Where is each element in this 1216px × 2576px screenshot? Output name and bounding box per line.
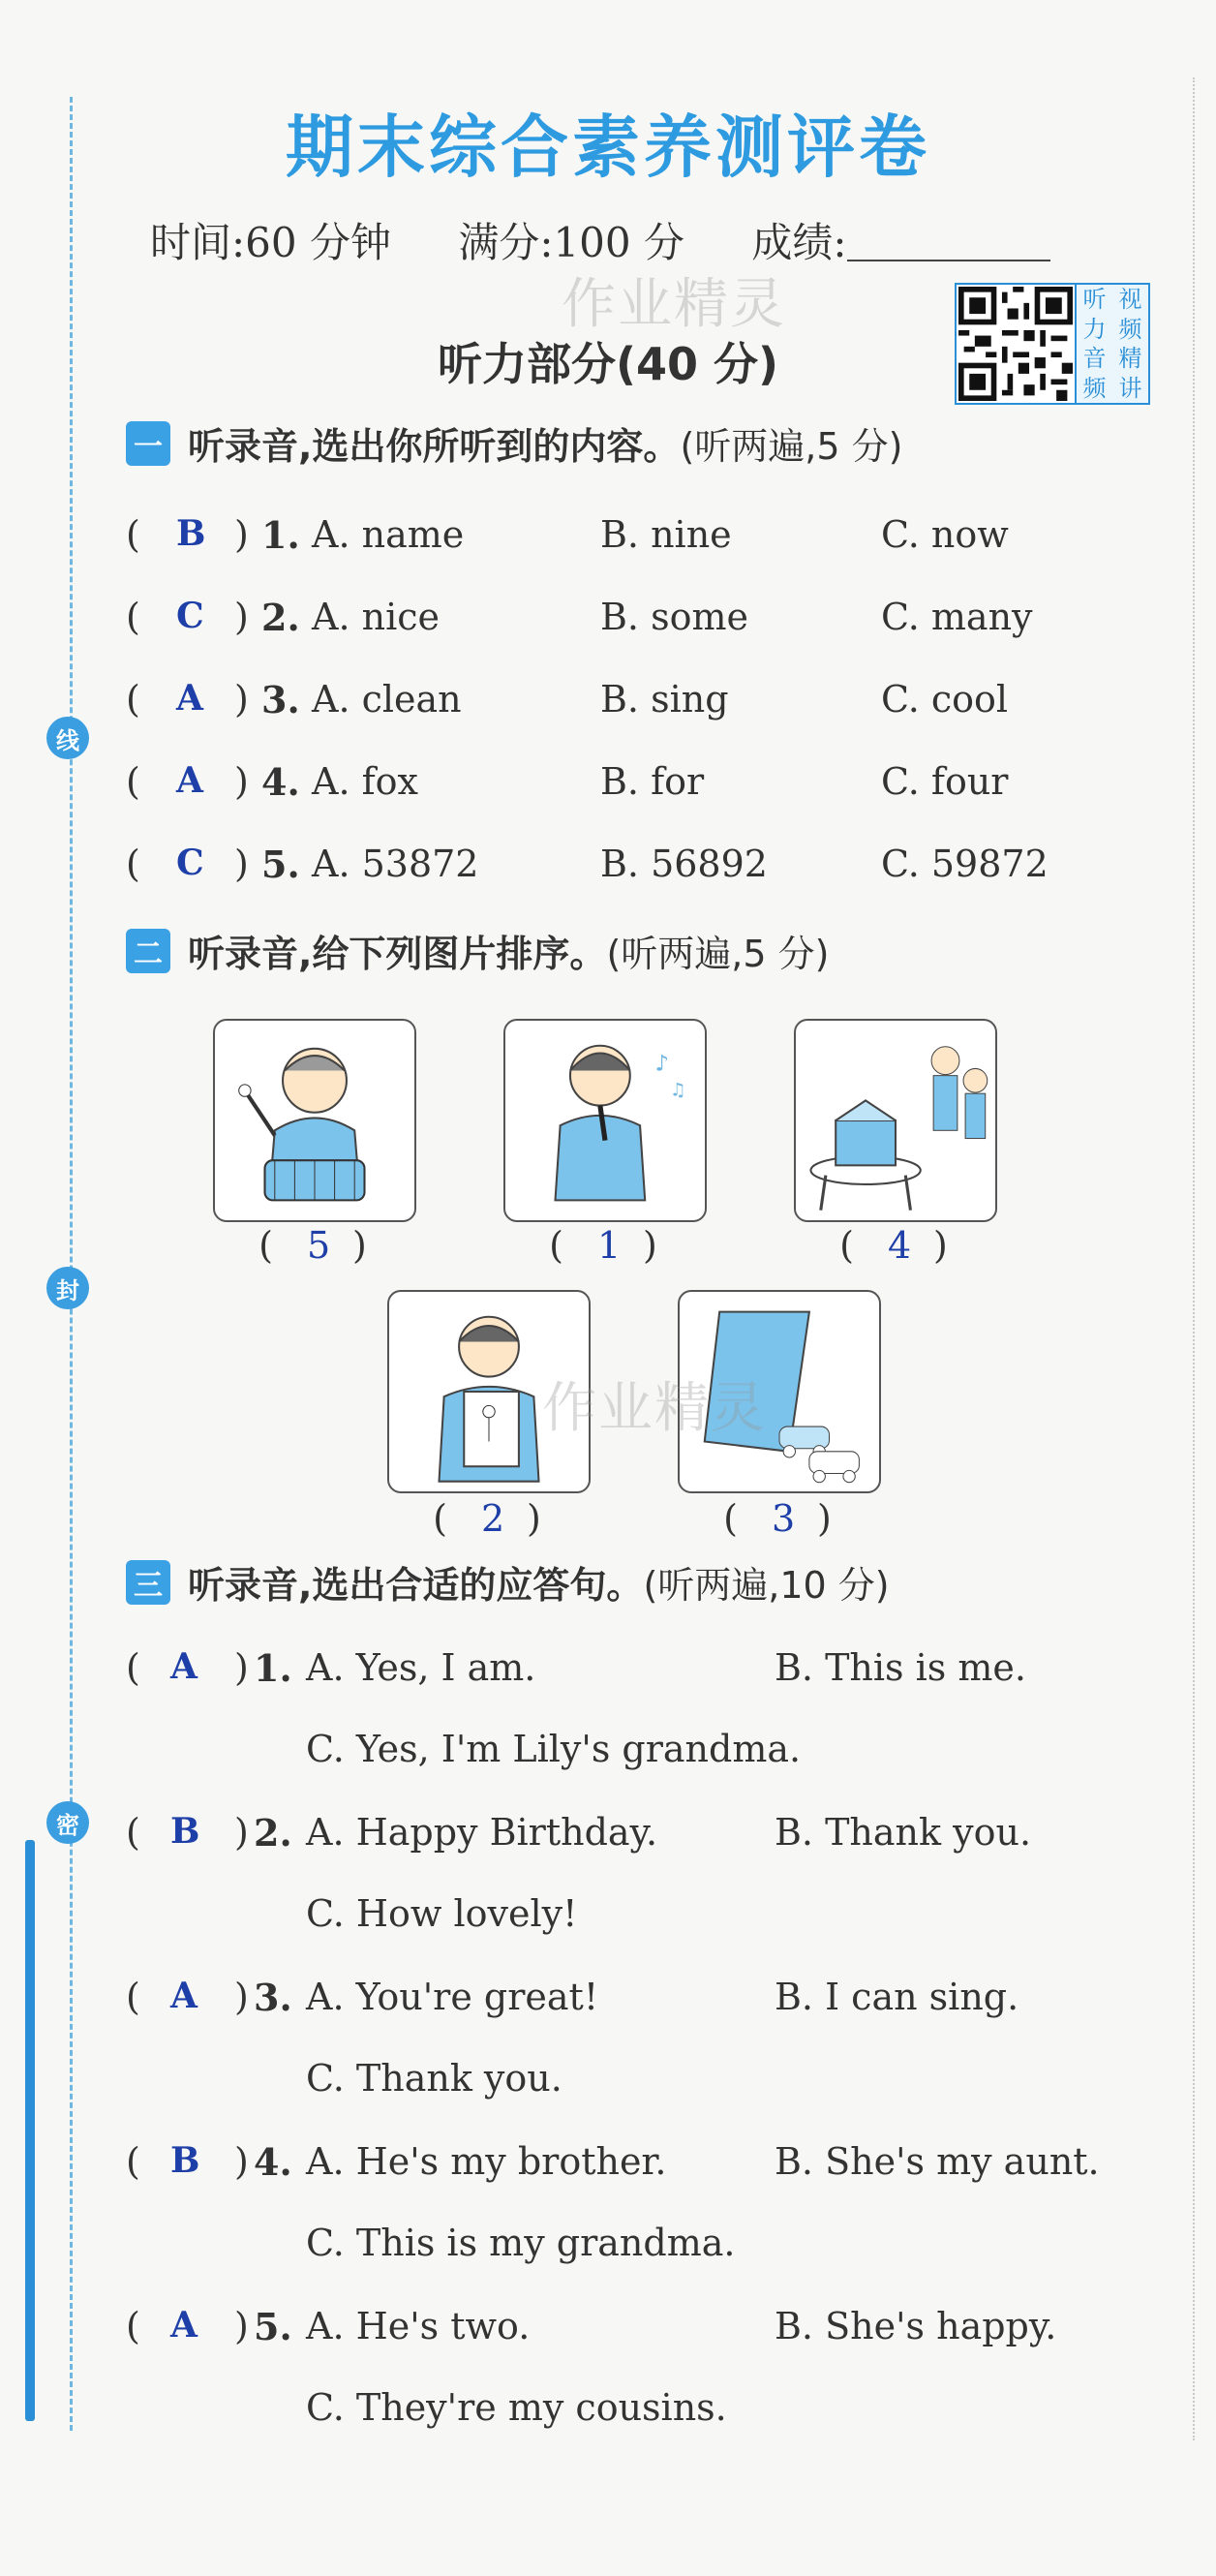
question-number: 2.: [254, 1811, 292, 1855]
score-blank[interactable]: [847, 230, 1050, 261]
option-b: B. This is me.: [775, 1646, 1026, 1689]
picture-boy-singing: [503, 1019, 707, 1222]
section-3-note: (听两遍,10 分): [643, 1564, 890, 1607]
picture-1-answer: ( 5 ): [258, 1224, 367, 1267]
answer-blank[interactable]: C: [176, 596, 204, 636]
option-a: A. He's my brother.: [306, 2140, 667, 2183]
option-c: C. now: [881, 513, 1009, 556]
option-c: C. Yes, I'm Lily's grandma.: [306, 1728, 802, 1770]
binding-seal-xian: 线: [46, 717, 89, 759]
close-paren: ): [234, 678, 249, 721]
section-3-heading: [126, 1555, 890, 1609]
close-paren: ): [234, 596, 249, 638]
question-number: 2.: [261, 596, 300, 639]
close-paren: ): [234, 1646, 249, 1689]
picture-grandpa-drum: [213, 1019, 416, 1222]
open-paren: (: [126, 596, 140, 638]
close-paren: ): [234, 2305, 249, 2347]
option-b: B. I can sing.: [775, 1976, 1019, 2018]
question-number: 5.: [254, 2305, 292, 2348]
section-2-note: (听两遍,5 分): [606, 933, 830, 975]
close-paren: ): [234, 843, 249, 885]
qr-video-label[interactable]: 听 视 力 频 音 精 频 讲: [1075, 283, 1150, 405]
option-c: C. 59872: [881, 843, 1049, 885]
svg-text:♫: ♫: [669, 1080, 686, 1101]
picture-2-answer: ( 1 ): [549, 1224, 657, 1267]
question-number: 4.: [261, 760, 300, 804]
section-1-title: 听录音,选出你所听到的内容。: [188, 425, 681, 468]
question-number: 1.: [261, 513, 300, 557]
option-b: B. for: [600, 760, 705, 803]
picture-gift-table: [794, 1019, 997, 1222]
answer-blank[interactable]: A: [170, 1646, 198, 1687]
answer-blank[interactable]: A: [176, 678, 203, 719]
page-title: 期末综合素养测评卷: [286, 107, 930, 187]
binding-dashed-line: [70, 97, 73, 2431]
option-b: B. Thank you.: [775, 1811, 1032, 1854]
section-1-heading: [126, 416, 902, 470]
watermark-top: 作业精灵: [562, 273, 786, 336]
listening-part-title: 听力部分(40 分): [437, 338, 779, 390]
section-3-title: 听录音,选出合适的应答句。: [188, 1564, 644, 1607]
close-paren: ): [234, 760, 249, 803]
score-label: 成绩:: [751, 219, 1104, 266]
option-b: B. nine: [600, 513, 732, 556]
section-1-number: 一: [126, 421, 170, 466]
section-3-question: [126, 1811, 1152, 1976]
option-c: C. This is my grandma.: [306, 2222, 736, 2264]
answer-blank[interactable]: A: [170, 2305, 198, 2346]
gift-table-illustration: [796, 1021, 995, 1220]
answer-blank[interactable]: B: [170, 1811, 200, 1852]
section-3-question: [126, 1976, 1152, 2140]
section-2-title: 听录音,给下列图片排序。: [188, 933, 607, 975]
option-a: A. Happy Birthday.: [306, 1811, 658, 1854]
option-c: C. many: [881, 596, 1033, 638]
full-score-label: 满分:100 分: [458, 219, 684, 266]
section-3-question: [126, 2305, 1152, 2469]
option-c: C. They're my cousins.: [306, 2386, 727, 2429]
section-1-question: [126, 513, 1094, 562]
close-paren: ): [234, 1811, 249, 1854]
section-3-question: [126, 1646, 1152, 1811]
question-number: 3.: [261, 678, 300, 721]
section-2-number: 二: [126, 929, 170, 973]
option-a: A. name: [312, 513, 465, 556]
question-number: 4.: [254, 2140, 292, 2184]
option-a: A. fox: [312, 760, 418, 803]
qr-code-icon: [958, 287, 1073, 401]
binding-seal-mi: 密: [46, 1801, 89, 1844]
option-b: B. She's my aunt.: [775, 2140, 1100, 2183]
picture-3-answer: ( 4 ): [839, 1224, 948, 1267]
answer-blank[interactable]: B: [170, 2140, 200, 2181]
svg-text:♪: ♪: [654, 1051, 669, 1077]
section-2-heading: [126, 924, 829, 977]
exam-info: [150, 211, 1159, 269]
section-1-note: (听两遍,5 分): [680, 425, 903, 468]
open-paren: (: [126, 513, 140, 556]
open-paren: (: [126, 1976, 140, 2018]
answer-blank[interactable]: B: [176, 513, 206, 554]
qr-code[interactable]: [955, 283, 1077, 405]
boy-singing-illustration: [505, 1021, 705, 1220]
option-b: B. 56892: [600, 843, 768, 885]
section-1-question: [126, 678, 1094, 726]
picture-5-answer: ( 3 ): [723, 1497, 832, 1540]
section-3-question: [126, 2140, 1152, 2305]
open-paren: (: [126, 760, 140, 803]
answer-blank[interactable]: C: [176, 843, 204, 883]
option-a: A. 53872: [312, 843, 479, 885]
close-paren: ): [234, 2140, 249, 2183]
watermark-middle: 作业精灵: [542, 1377, 767, 1440]
question-number: 1.: [254, 1646, 292, 1690]
close-paren: ): [234, 1976, 249, 2018]
option-c: C. How lovely!: [306, 1892, 578, 1935]
option-c: C. four: [881, 760, 1009, 803]
close-paren: ): [234, 513, 249, 556]
open-paren: (: [126, 1646, 140, 1689]
section-1-question: [126, 843, 1094, 891]
answer-blank[interactable]: A: [170, 1976, 198, 2016]
option-a: A. clean: [312, 678, 462, 721]
open-paren: (: [126, 2140, 140, 2183]
question-number: 5.: [261, 843, 300, 886]
picture-4-answer: ( 2 ): [433, 1497, 541, 1540]
section-3-number: 三: [126, 1560, 170, 1605]
section-1-question: [126, 760, 1094, 809]
option-c: C. Thank you.: [306, 2057, 562, 2100]
option-b: B. some: [600, 596, 748, 638]
binding-seal-feng: 封: [46, 1267, 89, 1309]
binding-blue-bar: [25, 1840, 35, 2421]
time-label: 时间:60 分钟: [150, 219, 391, 266]
open-paren: (: [126, 843, 140, 885]
option-c: C. cool: [881, 678, 1009, 721]
open-paren: (: [126, 678, 140, 721]
option-a: A. nice: [312, 596, 440, 638]
grandpa-drum-illustration: [215, 1021, 414, 1220]
answer-blank[interactable]: A: [176, 760, 203, 801]
question-number: 3.: [254, 1976, 292, 2019]
open-paren: (: [126, 2305, 140, 2347]
option-a: A. Yes, I am.: [306, 1646, 536, 1689]
option-b: B. sing: [600, 678, 729, 721]
right-dotted-line: [1193, 77, 1195, 2440]
option-b: B. She's happy.: [775, 2305, 1057, 2347]
option-a: A. You're great!: [306, 1976, 599, 2018]
section-1-question: [126, 596, 1094, 644]
option-a: A. He's two.: [306, 2305, 531, 2347]
open-paren: (: [126, 1811, 140, 1854]
